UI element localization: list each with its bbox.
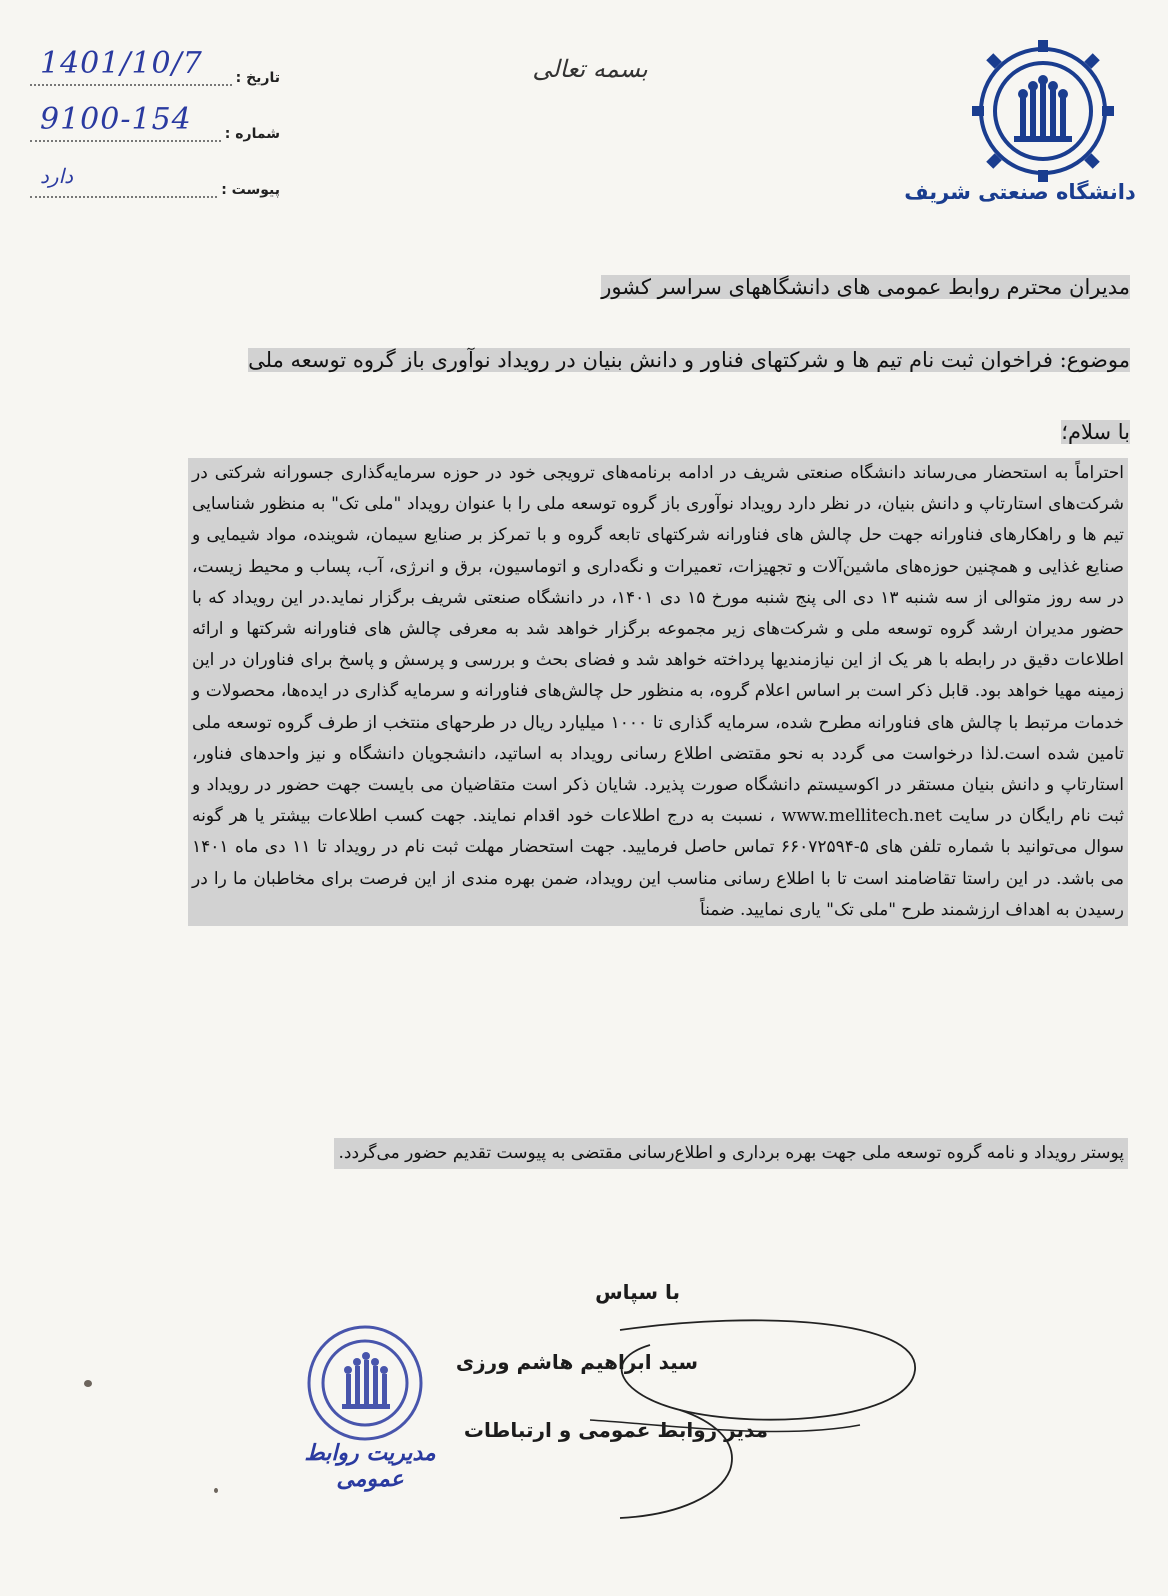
stamp-text: مدیریت روابط عمومی	[304, 1440, 436, 1492]
signer-title: مدیر روابط عمومی و ارتباطات	[463, 1418, 768, 1442]
subject-line	[180, 340, 1130, 380]
greeting: با سلام؛	[1061, 420, 1130, 444]
university-logo-icon	[968, 36, 1118, 186]
date-value: 1401/10/7	[30, 44, 232, 86]
university-stamp-icon	[300, 1318, 430, 1448]
closing-thanks: با سپاس	[595, 1280, 680, 1304]
university-name: دانشگاه صنعتی شریف	[904, 180, 1136, 204]
paper-speck	[84, 1380, 92, 1387]
invocation-heading: بسمه تعالی	[532, 55, 648, 83]
number-row	[30, 86, 280, 142]
number-label: شماره :	[224, 126, 280, 142]
date-label: تاریخ :	[235, 70, 280, 86]
signer-name: سید ابراهیم هاشم ورزی	[455, 1350, 698, 1374]
addressee: مدیران محترم روابط عمومی های دانشگاههای سراسر کشور	[601, 275, 1130, 299]
letter-body-last-line: پوستر رویداد و نامه گروه توسعه ملی جهت بهره برداری و اطلاع‌رسانی مقتضی به پیوست تقدیم حضور می‌گردد.	[334, 1138, 1128, 1169]
paper-speck	[214, 1488, 218, 1493]
number-value: 9100-154	[30, 100, 221, 142]
letter-meta	[30, 30, 280, 198]
attachment-value: دارد	[30, 156, 217, 198]
attachment-label: پیوست :	[221, 182, 280, 198]
attachment-row	[30, 142, 280, 198]
date-row	[30, 30, 280, 86]
subject-text: موضوع: فراخوان ثبت نام تیم ها و شرکتهای فناور و دانش بنیان در رویداد نوآوری باز گروه توسعه ملی	[248, 348, 1130, 372]
letter-body: احتراماً به استحضار می‌رساند دانشگاه صنعتی شریف در ادامه برنامه‌های ترویجی خود در حوزه سرمایه‌گذاری جسورانه شرکتی در شرکت‌های استارتاپ و دانش بنیان، در نظر دارد رویداد نوآوری باز گروه توسعه ملی را با عنوان رویداد "ملی تک" به منظور شناسایی تیم ها و راهکارهای فناورانه جهت حل چالش های فناورانه شرکتهای تابعه گروه و با تمرکز بر صنایع سیمان، شوینده، مواد شیمایی و صنایع غذایی و همچنین حوزه‌های ماشین‌آلات و تجهیزات، تعمیرات و نگه‌داری و اتوماسیون، برق و انرژی، آب، پساب و محیط زیست، در سه روز متوالی از سه شنبه ۱۳ دی الی پنج شنبه مورخ ۱۵ دی ۱۴۰۱، در دانشگاه صنعتی شریف برگزار نماید.در این رویداد که با حضور مدیران ارشد گروه توسعه ملی و شرکت‌های زیر مجموعه برگزار خواهد شد به معرفی چالش های فناورانه شرکتها و ارائه اطلاعات دقیق در رابطه با هر یک از این نیازمندیها پرداخته خواهد شد و فضای بحث و بررسی و پرسش و پاسخ برای فناوران در این زمینه مهیا خواهد بود. قابل ذکر است بر اساس اعلام گروه، به منظور حل چالش‌های فناورانه و سرمایه گذاری در ایده‌ها، محصولات و خدمات مرتبط با چالش های فناورانه مطرح شده، سرمایه گذاری تا ۱۰۰۰ میلیارد ریال در طرحهای منتخب از طرف گروه توسعه ملی تامین شده است.لذا درخواست می گردد به نحو مقتضی اطلاع رسانی رویداد به اساتید، دانشجویان دانشگاه و نیز واحدهای فناور، استارتاپ و دانش بنیان مستقر در اکوسیستم دانشگاه صورت پذیرد. شایان ذکر است متقاضیان می بایست جهت حضور در رویداد و ثبت نام رایگان در سایت www.mellitech.net ، نسبت به درج اطلاعات خود اقدام نمایند. جهت کسب اطلاعات بیشتر یا هر گونه سوال می‌توانید با شماره تلفن های ۵-۶۶۰۷۲۵۹۴ تماس حاصل فرمایید. جهت استحضار مهلت ثبت نام در رویداد تا ۱۱ دی ماه ۱۴۰۱ می باشد. در این راستا تقاضامند است تا با اطلاع رسانی مناسب این رویداد، ضمن بهره مندی از این فرصت برای مخاطبان ما را در رسیدن به اهداف ارزشمند طرح "ملی تک" یاری نمایید. ضمناً	[188, 458, 1128, 926]
signature-icon	[560, 1300, 940, 1520]
